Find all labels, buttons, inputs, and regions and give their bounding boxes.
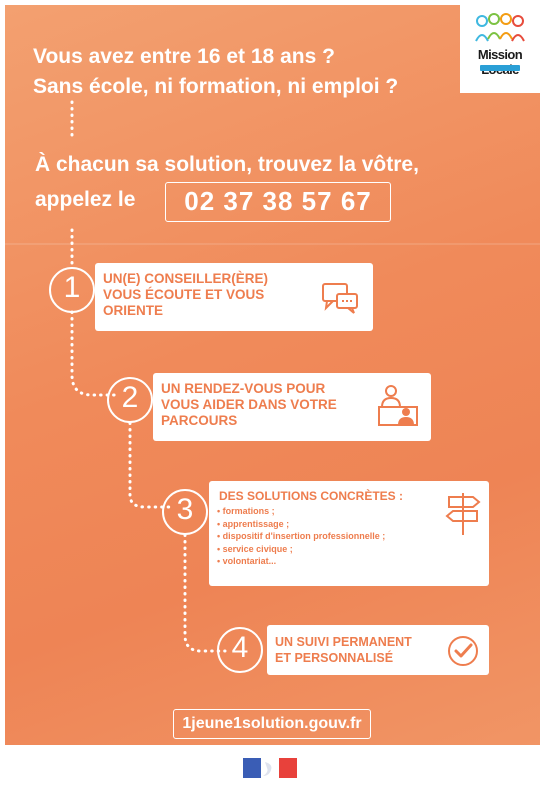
signpost-icon (443, 491, 483, 537)
checkmark-circle-icon (447, 635, 479, 667)
list-item: • formations ; (217, 506, 275, 516)
logo-text: Mission (477, 47, 523, 62)
republique-francaise-flag-icon (243, 758, 297, 778)
logo-subtitle-bar (480, 65, 520, 71)
meeting-icon (377, 383, 421, 431)
step-4-card (267, 625, 489, 675)
speech-bubbles-icon (321, 281, 361, 315)
step-2-number: 2 (121, 381, 139, 414)
headline-call: appelez le (35, 188, 136, 211)
headline-age: Vous avez entre 16 et 18 ans ? (33, 45, 335, 68)
mission-locale-logo (460, 5, 540, 93)
step-3-number: 3 (176, 493, 194, 526)
step-3-title: DES SOLUTIONS CONCRÈTES : (219, 489, 404, 503)
step-1-text: UN(E) CONSEILLER(ÈRE) VOUS ÉCOUTE ET VOUS ORIENTE (103, 271, 268, 318)
people-icon (474, 13, 526, 43)
phone-number[interactable]: 02 37 38 57 67 (165, 182, 391, 222)
poster (5, 5, 540, 745)
list-item: • service civique ; (217, 543, 293, 554)
website-link[interactable]: 1jeune1solution.gouv.fr (173, 709, 371, 739)
step-2-text: UN RENDEZ-VOUS POUR VOUS AIDER DANS VOTRE PARCOURS (161, 381, 337, 428)
solutions-list (217, 505, 385, 568)
step-4-text: UN SUIVI PERMANENT ET PERSONNALISÉ (275, 635, 412, 665)
headline-situation: Sans école, ni formation, ni emploi ? (33, 75, 399, 98)
step-1-number: 1 (63, 271, 81, 304)
list-item: • dispositif d'insertion professionnelle ; (217, 531, 386, 541)
step-4-number: 4 (231, 631, 249, 664)
step-2-card (153, 373, 431, 441)
list-item: • apprentissage ; (217, 518, 290, 529)
list-item: • volontariat... (217, 556, 277, 566)
step-3-card (209, 481, 489, 586)
headline-solution: À chacun sa solution, trouvez la vôtre, (35, 153, 419, 176)
step-1-card (95, 263, 373, 331)
